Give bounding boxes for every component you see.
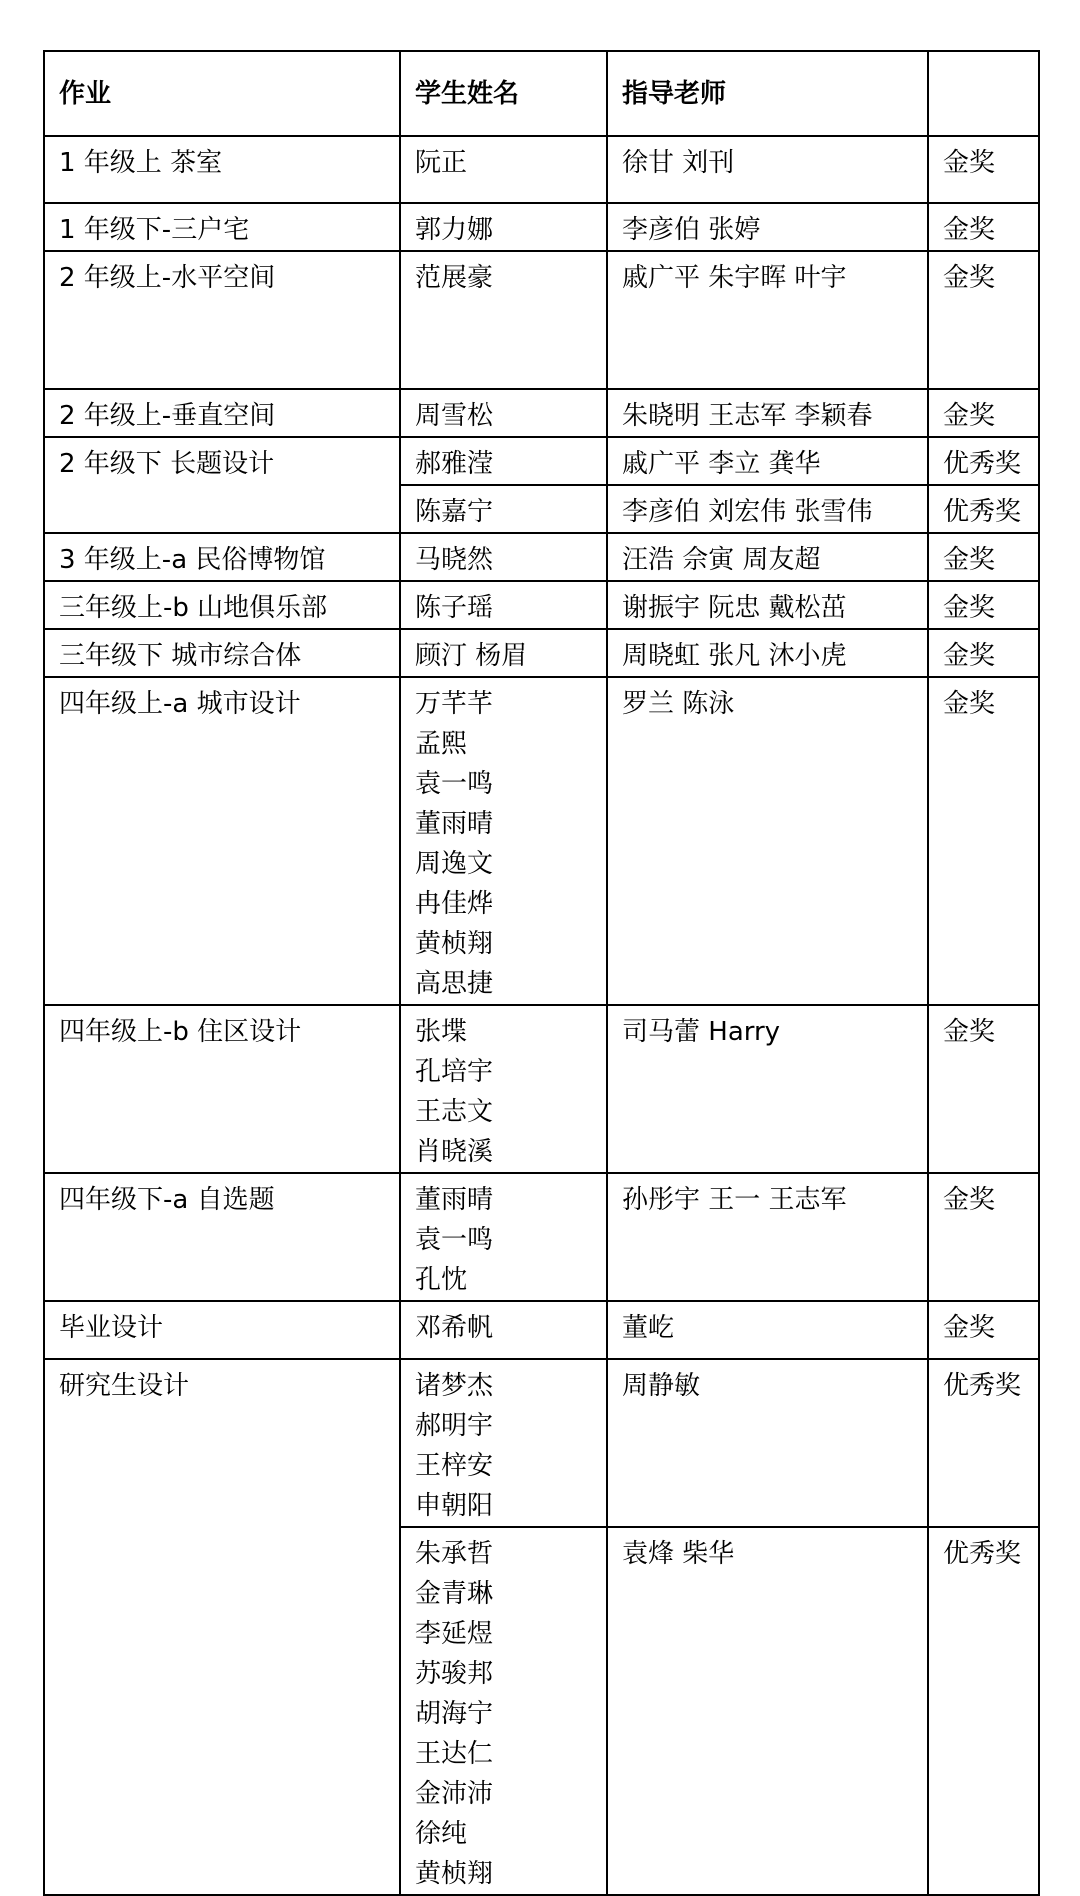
award-cell: 金奖 bbox=[928, 533, 1039, 581]
student-name: 黄桢翔 bbox=[415, 929, 494, 959]
teachers-cell: 司马蕾 Harry bbox=[607, 1005, 928, 1173]
teachers-cell: 戚广平 李立 龚华 bbox=[607, 437, 928, 485]
award-cell: 金奖 bbox=[928, 203, 1039, 251]
students-cell bbox=[400, 136, 607, 203]
student-name: 郝明宇 bbox=[415, 1411, 494, 1441]
student-name: 马晓然 bbox=[415, 545, 494, 575]
student-name: 王达仁 bbox=[415, 1739, 494, 1769]
table-row bbox=[44, 1359, 1039, 1527]
teachers-cell: 董屹 bbox=[607, 1301, 928, 1359]
table-row bbox=[44, 1301, 1039, 1359]
student-name: 周雪松 bbox=[415, 401, 494, 431]
teachers-cell: 袁烽 柴华 bbox=[607, 1527, 928, 1895]
teachers-cell: 汪浩 佘寅 周友超 bbox=[607, 533, 928, 581]
student-name: 孔忱 bbox=[415, 1265, 468, 1295]
student-name: 袁一鸣 bbox=[415, 1225, 494, 1255]
student-name: 徐纯 bbox=[415, 1819, 468, 1849]
students-cell bbox=[400, 533, 607, 581]
student-name: 胡海宁 bbox=[415, 1699, 494, 1729]
students-cell bbox=[400, 203, 607, 251]
student-name: 袁一鸣 bbox=[415, 769, 494, 799]
student-name: 诸梦杰 bbox=[415, 1371, 494, 1401]
students-cell bbox=[400, 1301, 607, 1359]
students-cell bbox=[400, 677, 607, 1005]
teachers-cell: 李彦伯 刘宏伟 张雪伟 bbox=[607, 485, 928, 533]
assignment-cell: 1 年级上 茶室 bbox=[44, 136, 400, 203]
teachers-cell: 谢振宇 阮忠 戴松茁 bbox=[607, 581, 928, 629]
header-assignment: 作业 bbox=[44, 51, 400, 136]
student-name: 周逸文 bbox=[415, 849, 494, 879]
student-name: 陈嘉宁 bbox=[415, 497, 494, 527]
students-cell bbox=[400, 437, 607, 485]
award-cell: 优秀奖 bbox=[928, 485, 1039, 533]
table-row bbox=[44, 1005, 1039, 1173]
header-student-name: 学生姓名 bbox=[400, 51, 607, 136]
students-cell bbox=[400, 1005, 607, 1173]
header-advisor: 指导老师 bbox=[607, 51, 928, 136]
student-name: 董雨晴 bbox=[415, 1185, 494, 1215]
student-name: 冉佳烨 bbox=[415, 889, 494, 919]
student-name: 范展豪 bbox=[415, 263, 494, 293]
award-cell: 金奖 bbox=[928, 1005, 1039, 1173]
table-row bbox=[44, 203, 1039, 251]
assignment-cell: 三年级上-b 山地俱乐部 bbox=[44, 581, 400, 629]
award-cell: 金奖 bbox=[928, 677, 1039, 1005]
table-row bbox=[44, 389, 1039, 437]
student-name: 顾汀 杨眉 bbox=[415, 641, 528, 671]
student-name: 肖晓溪 bbox=[415, 1137, 494, 1167]
header-row bbox=[44, 51, 1039, 136]
student-name: 万芊芊 bbox=[415, 689, 494, 719]
student-name: 董雨晴 bbox=[415, 809, 494, 839]
student-name: 申朝阳 bbox=[415, 1491, 494, 1521]
teachers-cell: 周静敏 bbox=[607, 1359, 928, 1527]
student-name: 王梓安 bbox=[415, 1451, 494, 1481]
award-cell: 优秀奖 bbox=[928, 437, 1039, 485]
table-row bbox=[44, 1173, 1039, 1301]
award-table bbox=[43, 50, 1040, 1896]
student-name: 陈子瑶 bbox=[415, 593, 494, 623]
student-name: 张堞 bbox=[415, 1017, 468, 1047]
assignment-cell: 2 年级下 长题设计 bbox=[44, 437, 400, 533]
award-cell: 金奖 bbox=[928, 629, 1039, 677]
teachers-cell: 李彦伯 张婷 bbox=[607, 203, 928, 251]
table-row bbox=[44, 533, 1039, 581]
student-name: 孔培宇 bbox=[415, 1057, 494, 1087]
student-name: 黄桢翔 bbox=[415, 1859, 494, 1889]
award-cell: 优秀奖 bbox=[928, 1359, 1039, 1527]
table-row bbox=[44, 437, 1039, 485]
teachers-cell: 孙彤宇 王一 王志军 bbox=[607, 1173, 928, 1301]
students-cell bbox=[400, 485, 607, 533]
student-name: 阮正 bbox=[415, 148, 468, 178]
student-name: 金沛沛 bbox=[415, 1779, 494, 1809]
student-name: 朱承哲 bbox=[415, 1539, 494, 1569]
assignment-cell: 1 年级下-三户宅 bbox=[44, 203, 400, 251]
students-cell bbox=[400, 1173, 607, 1301]
assignment-cell: 四年级上-a 城市设计 bbox=[44, 677, 400, 1005]
teachers-cell: 徐甘 刘刊 bbox=[607, 136, 928, 203]
assignment-cell: 3 年级上-a 民俗博物馆 bbox=[44, 533, 400, 581]
assignment-cell: 三年级下 城市综合体 bbox=[44, 629, 400, 677]
assignment-cell: 2 年级上-垂直空间 bbox=[44, 389, 400, 437]
table-row bbox=[44, 136, 1039, 203]
students-cell bbox=[400, 251, 607, 389]
assignment-cell: 2 年级上-水平空间 bbox=[44, 251, 400, 389]
table-row bbox=[44, 251, 1039, 389]
award-cell: 金奖 bbox=[928, 251, 1039, 389]
award-cell: 金奖 bbox=[928, 1301, 1039, 1359]
student-name: 邓希帆 bbox=[415, 1313, 494, 1343]
student-name: 高思捷 bbox=[415, 969, 494, 999]
teachers-cell: 朱晓明 王志军 李颖春 bbox=[607, 389, 928, 437]
student-name: 李延煜 bbox=[415, 1619, 494, 1649]
award-cell: 金奖 bbox=[928, 581, 1039, 629]
award-cell: 优秀奖 bbox=[928, 1527, 1039, 1895]
student-name: 苏骏邦 bbox=[415, 1659, 494, 1689]
student-name: 孟熙 bbox=[415, 729, 468, 759]
table-row bbox=[44, 581, 1039, 629]
assignment-cell: 毕业设计 bbox=[44, 1301, 400, 1359]
student-name: 郭力娜 bbox=[415, 215, 494, 245]
table-row bbox=[44, 677, 1039, 1005]
teachers-cell: 戚广平 朱宇晖 叶宇 bbox=[607, 251, 928, 389]
teachers-cell: 罗兰 陈泳 bbox=[607, 677, 928, 1005]
assignment-cell: 四年级下-a 自选题 bbox=[44, 1173, 400, 1301]
students-cell bbox=[400, 1527, 607, 1895]
students-cell bbox=[400, 581, 607, 629]
students-cell bbox=[400, 629, 607, 677]
award-cell: 金奖 bbox=[928, 136, 1039, 203]
student-name: 王志文 bbox=[415, 1097, 494, 1127]
table-row bbox=[44, 629, 1039, 677]
award-cell: 金奖 bbox=[928, 1173, 1039, 1301]
students-cell bbox=[400, 1359, 607, 1527]
student-name: 金青琳 bbox=[415, 1579, 494, 1609]
teachers-cell: 周晓虹 张凡 沐小虎 bbox=[607, 629, 928, 677]
assignment-cell: 四年级上-b 住区设计 bbox=[44, 1005, 400, 1173]
student-name: 郝雅滢 bbox=[415, 449, 494, 479]
award-cell: 金奖 bbox=[928, 389, 1039, 437]
students-cell bbox=[400, 389, 607, 437]
header-award bbox=[928, 51, 1039, 136]
assignment-cell: 研究生设计 bbox=[44, 1359, 400, 1895]
